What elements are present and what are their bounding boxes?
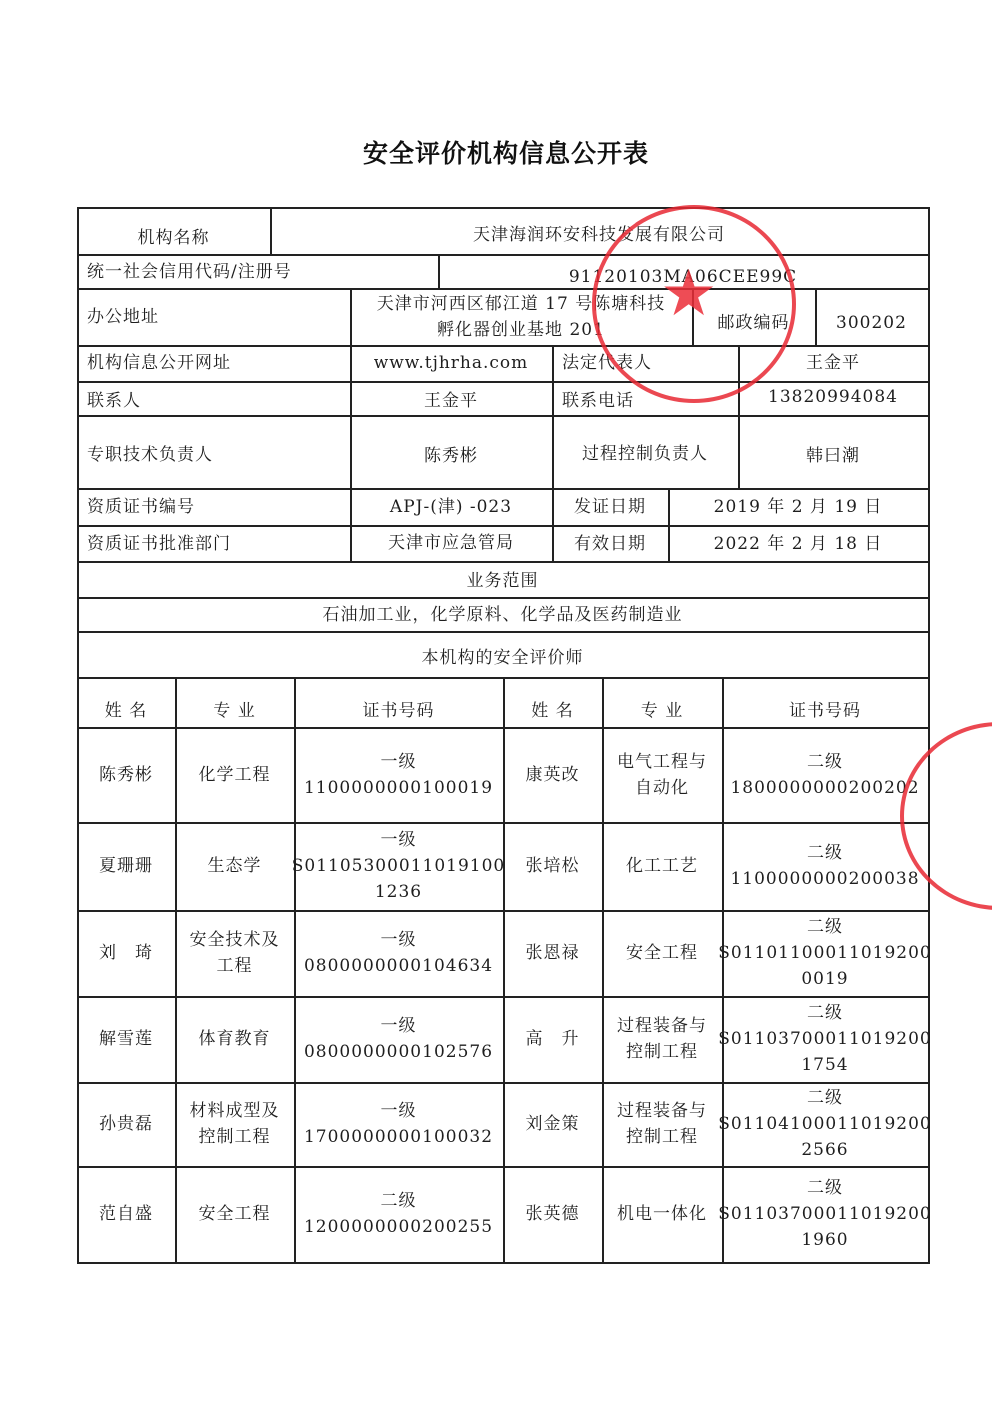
assessor-cert-line: S01104100011019200 xyxy=(718,1114,932,1134)
assessor-major-line: 机电一体化 xyxy=(617,1204,707,1224)
assessor-cert-line: 1236 xyxy=(374,882,423,902)
assessor-cert-line: S01103700011019200 xyxy=(718,1029,932,1049)
column-header: 专 业 xyxy=(640,701,684,721)
issue-date-value: 2019 年 2 月 19 日 xyxy=(713,496,883,517)
assessor-cert-line: 一级 xyxy=(380,751,417,772)
cert-no-label: 资质证书编号 xyxy=(87,496,195,517)
assessor-major-line: 体育教育 xyxy=(198,1029,271,1049)
assessor-major-lines xyxy=(190,927,280,979)
assessor-cert-lines xyxy=(730,749,919,801)
assessor-major xyxy=(602,727,722,822)
contact-label: 联系人 xyxy=(87,391,141,411)
assessor-cert-lines xyxy=(304,1188,493,1240)
assessor-cert xyxy=(718,1166,932,1262)
assessor-cert-line: 2566 xyxy=(801,1140,849,1160)
org-name-label: 机构名称 xyxy=(137,228,210,248)
assessor-major-line: 安全工程 xyxy=(626,943,698,963)
address-value-line: 孵化器创业基地 201 xyxy=(437,319,605,340)
assessor-cert-line: 一级 xyxy=(380,930,417,950)
assessor-cert-line: 1700000000100032 xyxy=(303,1127,494,1147)
assessor-major-line: 材料成型及 xyxy=(189,1101,280,1121)
assessor-major-line: 生态学 xyxy=(207,856,262,876)
column-header: 姓 名 xyxy=(104,701,148,721)
legal-rep-label: 法定代表人 xyxy=(562,353,652,373)
assessor-cert-line: 二级 xyxy=(807,917,843,937)
assessor-cert-line: S01101100011019200 xyxy=(718,943,932,963)
assessor-name: 张恩禄 xyxy=(525,943,580,963)
postcode-label: 邮政编码 xyxy=(717,312,790,333)
assessor-major xyxy=(602,996,722,1082)
assessor-cert-line: S01105300011019100 xyxy=(291,856,506,876)
assessor-cert-line: 1754 xyxy=(801,1055,849,1075)
column-header: 姓 名 xyxy=(531,701,574,721)
legal-rep-value: 王金平 xyxy=(806,353,860,373)
assessor-cert-line: 1960 xyxy=(801,1230,849,1250)
assessor-name: 张英德 xyxy=(525,1204,580,1224)
assessor-cert-line: 一级 xyxy=(380,1101,417,1121)
column-header: 证书号码 xyxy=(789,701,861,721)
assessor-cert-lines xyxy=(304,749,493,801)
assessor-cert xyxy=(294,1082,503,1166)
assessor-cert-lines xyxy=(304,927,493,979)
business-scope-value: 石油加工业，化学原料、化学品及医药制造业 xyxy=(322,605,683,625)
credit-code-label: 统一社会信用代码/注册号 xyxy=(87,262,292,282)
assessor-major-lines xyxy=(626,940,698,966)
assessor-cert xyxy=(294,910,503,996)
column-header: 证书号码 xyxy=(362,701,435,721)
assessor-cert-lines xyxy=(730,840,919,892)
assessor-cert-line: 二级 xyxy=(807,751,843,772)
postcode-value: 300202 xyxy=(836,312,907,333)
assessor-major-lines xyxy=(199,762,271,788)
page-title: 安全评价机构信息公开表 xyxy=(362,139,649,168)
assessor-major-lines xyxy=(199,1026,271,1052)
assessor-cert xyxy=(718,996,932,1082)
assessor-major-line: 化学工程 xyxy=(198,764,271,785)
assessor-cert-lines xyxy=(718,1085,932,1163)
assessor-cert-lines xyxy=(718,1000,932,1078)
process-lead-value: 韩曰潮 xyxy=(806,446,860,466)
assessor-major-line: 过程装备与 xyxy=(617,1101,707,1121)
assessor-cert-line: 0800000000102576 xyxy=(303,1042,494,1062)
assessor-name: 陈秀彬 xyxy=(99,764,153,785)
assessor-major-line: 控制工程 xyxy=(198,1127,271,1147)
assessor-major-lines xyxy=(190,1098,280,1150)
seal-star-icon: ★ xyxy=(660,257,718,331)
assessor-cert-line: 一级 xyxy=(380,830,417,850)
assessor-major-line: 过程装备与 xyxy=(617,1016,707,1036)
valid-date-value: 2022 年 2 月 18 日 xyxy=(713,534,883,554)
assessor-major xyxy=(175,822,294,910)
assessor-cert-line: 二级 xyxy=(807,1178,843,1198)
assessor-cert xyxy=(294,727,503,822)
credit-code-value: 91120103MA06CEE99C xyxy=(568,267,798,287)
phone-value: 13820994084 xyxy=(768,387,898,407)
assessor-cert xyxy=(291,822,506,910)
assessor-major-lines xyxy=(617,1098,707,1150)
assessor-cert xyxy=(722,822,928,910)
assessor-cert-line: 1100000000200038 xyxy=(730,869,920,889)
assessor-major xyxy=(175,1082,294,1166)
approver-label: 资质证书批准部门 xyxy=(87,534,231,554)
assessor-cert xyxy=(294,1166,503,1262)
assessor-major-line: 控制工程 xyxy=(626,1042,698,1062)
assessor-name: 夏珊珊 xyxy=(99,856,153,876)
assessor-cert-line: 1100000000100019 xyxy=(303,777,494,798)
assessor-major xyxy=(602,1082,722,1166)
assessor-major-lines xyxy=(617,1201,707,1227)
assessor-cert-lines xyxy=(718,1175,932,1253)
assessor-cert-line: 0800000000104634 xyxy=(303,956,494,976)
assessor-major xyxy=(175,727,294,822)
column-header: 专 业 xyxy=(213,701,256,721)
assessor-major xyxy=(175,910,294,996)
assessor-major-line: 控制工程 xyxy=(626,1127,698,1147)
contact-value: 王金平 xyxy=(424,391,478,411)
issue-date-label: 发证日期 xyxy=(574,496,646,517)
assessor-name: 高 升 xyxy=(525,1029,580,1049)
assessor-cert-line: 1200000000200255 xyxy=(303,1217,494,1237)
assessor-cert xyxy=(718,910,932,996)
assessor-cert-line: 二级 xyxy=(807,1003,843,1023)
assessor-major xyxy=(175,1166,294,1262)
assessors-section-label: 本机构的安全评价师 xyxy=(421,648,584,668)
assessor-major xyxy=(602,910,722,996)
assessor-major-line: 安全工程 xyxy=(198,1204,271,1224)
assessor-cert-lines xyxy=(304,1098,493,1150)
assessor-major xyxy=(602,1166,722,1262)
tech-lead-value: 陈秀彬 xyxy=(424,446,478,466)
assessor-cert-line: 0019 xyxy=(801,969,849,989)
website-value: www.tjhrha.com xyxy=(373,353,529,373)
process-lead-label: 过程控制负责人 xyxy=(582,443,708,464)
assessor-major-line: 工程 xyxy=(216,956,253,976)
assessor-name: 解雪莲 xyxy=(99,1029,153,1049)
business-scope-label: 业务范围 xyxy=(466,571,539,591)
assessor-name: 范自盛 xyxy=(99,1204,153,1224)
assessor-cert-line: 1800000000200202 xyxy=(730,777,920,798)
approver-value: 天津市应急管局 xyxy=(388,533,514,553)
assessor-major-lines xyxy=(199,1201,271,1227)
assessor-major-line: 化工工艺 xyxy=(626,856,698,876)
assessor-cert-line: 一级 xyxy=(380,1016,417,1036)
website-label: 机构信息公开网址 xyxy=(87,353,231,373)
assessor-major xyxy=(175,996,294,1082)
assessor-major xyxy=(602,822,722,910)
assessor-cert-line: 二级 xyxy=(380,1191,417,1211)
assessor-cert-lines xyxy=(304,1013,493,1065)
assessor-major-lines xyxy=(617,1013,707,1065)
assessor-cert-lines xyxy=(718,914,932,992)
assessor-major-line: 自动化 xyxy=(635,777,689,798)
assessor-cert-line: 二级 xyxy=(807,843,843,863)
assessor-major-lines xyxy=(617,749,707,801)
assessor-cert xyxy=(718,1082,932,1166)
address-value xyxy=(350,288,692,345)
assessor-cert-line: 二级 xyxy=(807,1088,843,1108)
assessor-name: 康英改 xyxy=(525,764,580,785)
assessor-name: 刘金策 xyxy=(525,1114,580,1134)
cert-no-value: APJ-(津) -023 xyxy=(389,496,513,517)
assessor-name: 孙贵磊 xyxy=(99,1114,153,1134)
valid-date-label: 有效日期 xyxy=(574,534,646,554)
assessor-major-lines xyxy=(208,853,262,879)
address-label: 办公地址 xyxy=(87,306,159,327)
assessor-major-line: 安全技术及 xyxy=(189,930,280,950)
assessor-name: 刘 琦 xyxy=(99,943,153,963)
assessor-cert xyxy=(722,727,928,822)
phone-label: 联系电话 xyxy=(562,391,634,411)
assessor-cert xyxy=(294,996,503,1082)
org-name-value: 天津海润环安科技发展有限公司 xyxy=(473,224,725,245)
assessor-cert-line: S01103700011019200 xyxy=(718,1204,932,1224)
assessor-name: 张培松 xyxy=(525,856,580,876)
tech-lead-label: 专职技术负责人 xyxy=(87,445,213,465)
assessor-major-lines xyxy=(626,853,698,879)
assessor-cert-lines xyxy=(292,827,506,905)
assessor-major-line: 电气工程与 xyxy=(617,751,707,772)
address-value-line: 天津市河西区郁江道 17 号陈塘科技 xyxy=(376,293,666,314)
address-value-lines xyxy=(377,291,665,343)
